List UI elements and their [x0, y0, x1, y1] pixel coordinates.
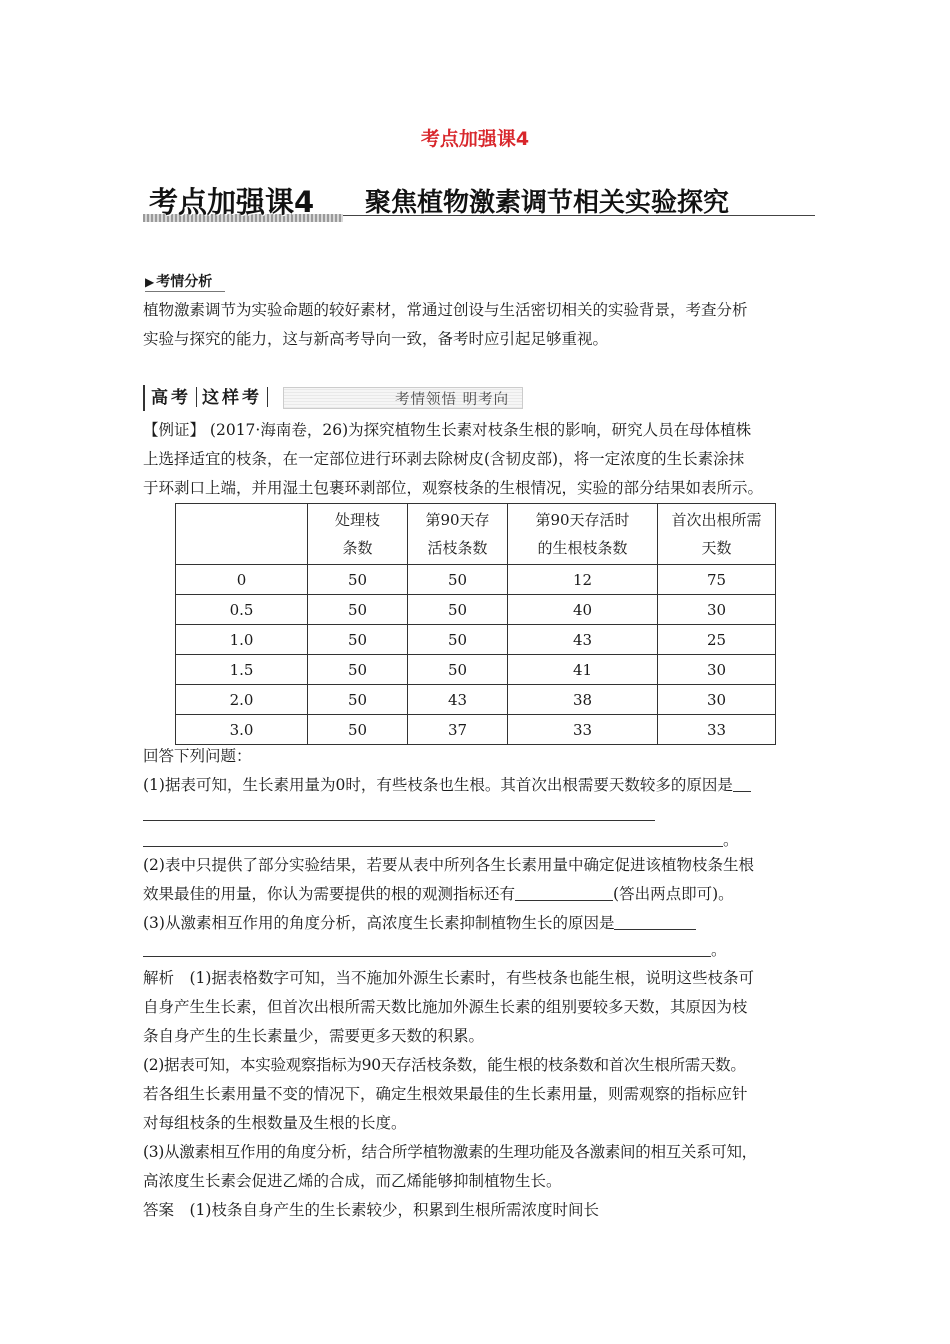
table-cell: 50: [308, 565, 408, 595]
table-cell: 1.0: [176, 625, 308, 655]
solution-line: (3)从激素相互作用的角度分析，结合所学植物激素的生理功能及各激素间的相互关系可知，: [143, 1143, 757, 1161]
table-cell: 0.5: [176, 595, 308, 625]
questions-intro: 回答下列问题：: [143, 747, 252, 765]
table-cell: 50: [308, 685, 408, 715]
table-cell: 33: [658, 715, 776, 745]
table-cell: 25: [658, 625, 776, 655]
table-cell: 50: [408, 565, 508, 595]
table-row: [176, 715, 776, 745]
solution-line: 对每组枝条的生根数量及生根的长度。: [143, 1114, 407, 1132]
page-title: 考点加强课4: [420, 128, 530, 150]
analysis-heading-text: 考情分析: [156, 274, 213, 290]
solution-line: 若各组生长素用量不变的情况下，确定生根效果最佳的生长素用量，则需观察的指标应针: [143, 1085, 748, 1103]
table-cell: 75: [658, 565, 776, 595]
table-header-row: [176, 504, 776, 565]
answer-blank[interactable]: [143, 802, 655, 821]
banner-topic: 聚焦植物激素调节相关实验探究: [365, 188, 730, 218]
question-1-period: 。: [723, 831, 739, 849]
table-header-cell: 第90天存活时 的生根枝条数: [508, 504, 658, 565]
table-row: [176, 655, 776, 685]
table-cell: 1.5: [176, 655, 308, 685]
solution-line: (2)据表可知，本实验观察指标为90天存活枝条数，能生根的枝条数和首次生根所需天数。: [143, 1056, 746, 1074]
table-cell: 0: [176, 565, 308, 595]
question-1-text: (1)据表可知，生长素用量为0时，有些枝条也生根。其首次出根需要天数较多的原因是: [143, 776, 733, 794]
table-cell: 50: [308, 595, 408, 625]
solution-line: 解析 (1)据表格数字可知，当不施加外源生长素时，有些枝条也能生根，说明这些枝条可: [143, 969, 754, 987]
banner-lesson-label: 考点加强课4: [149, 185, 315, 219]
answer-blank[interactable]: [143, 828, 723, 847]
example-paragraph: [143, 416, 813, 503]
question-2-line-1: (2)表中只提供了部分实验结果，若要从表中所列各生长素用量中确定促进该植物枝条生根: [143, 856, 754, 874]
table-cell: 41: [508, 655, 658, 685]
analysis-paragraph: [143, 296, 813, 354]
analysis-heading-rule: [145, 291, 225, 292]
table-cell: 2.0: [176, 685, 308, 715]
table-row: [176, 595, 776, 625]
answer-blank[interactable]: [143, 938, 711, 957]
table-cell: 50: [308, 655, 408, 685]
question-1: [143, 771, 751, 800]
table-cell: 50: [308, 625, 408, 655]
solution-line: 高浓度生长素会促进乙烯的合成，而乙烯能够抑制植物生长。: [143, 1172, 562, 1190]
question-3-blank-line: [143, 936, 727, 965]
table-cell: 30: [658, 685, 776, 715]
table-cell: 12: [508, 565, 658, 595]
gaokao-label: [143, 385, 273, 411]
analysis-line: 植物激素调节为实验命题的较好素材，常通过创设与生活密切相关的实验背景，考查分析: [143, 301, 748, 319]
table-row: [176, 625, 776, 655]
solution-line: 自身产生生长素，但首次出根所需天数比施加外源生长素的组别要较多天数，其原因为枝: [143, 998, 748, 1016]
results-table: [175, 503, 776, 745]
table-cell: 50: [408, 655, 508, 685]
answer-blank[interactable]: [614, 911, 696, 930]
label-separator: [196, 387, 197, 407]
question-2-text: 效果最佳的用量，你认为需要提供的根的观测指标还有: [143, 885, 516, 903]
question-2-text-end: (答出两点即可)。: [613, 885, 734, 903]
label-separator: [267, 387, 268, 407]
analysis-heading: [145, 271, 212, 291]
table-cell: 50: [308, 715, 408, 745]
table-header-cell: 处理枝 条数: [308, 504, 408, 565]
question-3: [143, 909, 696, 938]
question-3-text: (3)从激素相互作用的角度分析，高浓度生长素抑制植物生长的原因是: [143, 914, 615, 932]
table-row: [176, 565, 776, 595]
table-cell: 33: [508, 715, 658, 745]
table-cell: 30: [658, 595, 776, 625]
gaokao-label-b: 这样考: [202, 388, 262, 408]
gaokao-subtitle: 考情领悟 明考向: [395, 392, 510, 408]
table-cell: 43: [408, 685, 508, 715]
question-1-blank-line: [143, 800, 655, 829]
table-cell: 38: [508, 685, 658, 715]
question-2-line-2: [143, 880, 734, 909]
table-cell: 3.0: [176, 715, 308, 745]
table-cell: 37: [408, 715, 508, 745]
table-cell: 50: [408, 595, 508, 625]
table-header-cell: 首次出根所需 天数: [658, 504, 776, 565]
table-cell: 50: [408, 625, 508, 655]
answer-blank[interactable]: [515, 882, 613, 901]
triangle-icon: ▶: [145, 275, 155, 289]
answer-blank[interactable]: [733, 773, 751, 792]
example-line: 上选择适宜的枝条，在一定部位进行环剥去除树皮(含韧皮部)，将一定浓度的生长素涂抹: [143, 450, 745, 468]
question-3-period: 。: [711, 941, 727, 959]
table-cell: 43: [508, 625, 658, 655]
gaokao-section-header: [143, 385, 523, 413]
solution-line: 条自身产生的生长素量少，需要更多天数的积累。: [143, 1027, 485, 1045]
table-cell: 40: [508, 595, 658, 625]
answer-line: 答案 (1)枝条自身产生的生长素较少，积累到生根所需浓度时间长: [143, 1201, 599, 1219]
chapter-banner: [143, 178, 815, 228]
table-row: [176, 685, 776, 715]
table-header-cell: [176, 504, 308, 565]
analysis-line: 实验与探究的能力，这与新高考导向一致，备考时应引起足够重视。: [143, 330, 609, 348]
solution-paragraph: [143, 964, 813, 1225]
gaokao-label-a: 高考: [151, 388, 191, 408]
example-line: 于环剥口上端，并用湿土包裹环剥部位，观察枝条的生根情况，实验的部分结果如表所示。: [143, 479, 764, 497]
example-line: 【例证】 (2017·海南卷，26)为探究植物生长素对枝条生根的影响，研究人员在母体植株: [143, 421, 752, 439]
table-header-cell: 第90天存 活枝条数: [408, 504, 508, 565]
table-cell: 30: [658, 655, 776, 685]
